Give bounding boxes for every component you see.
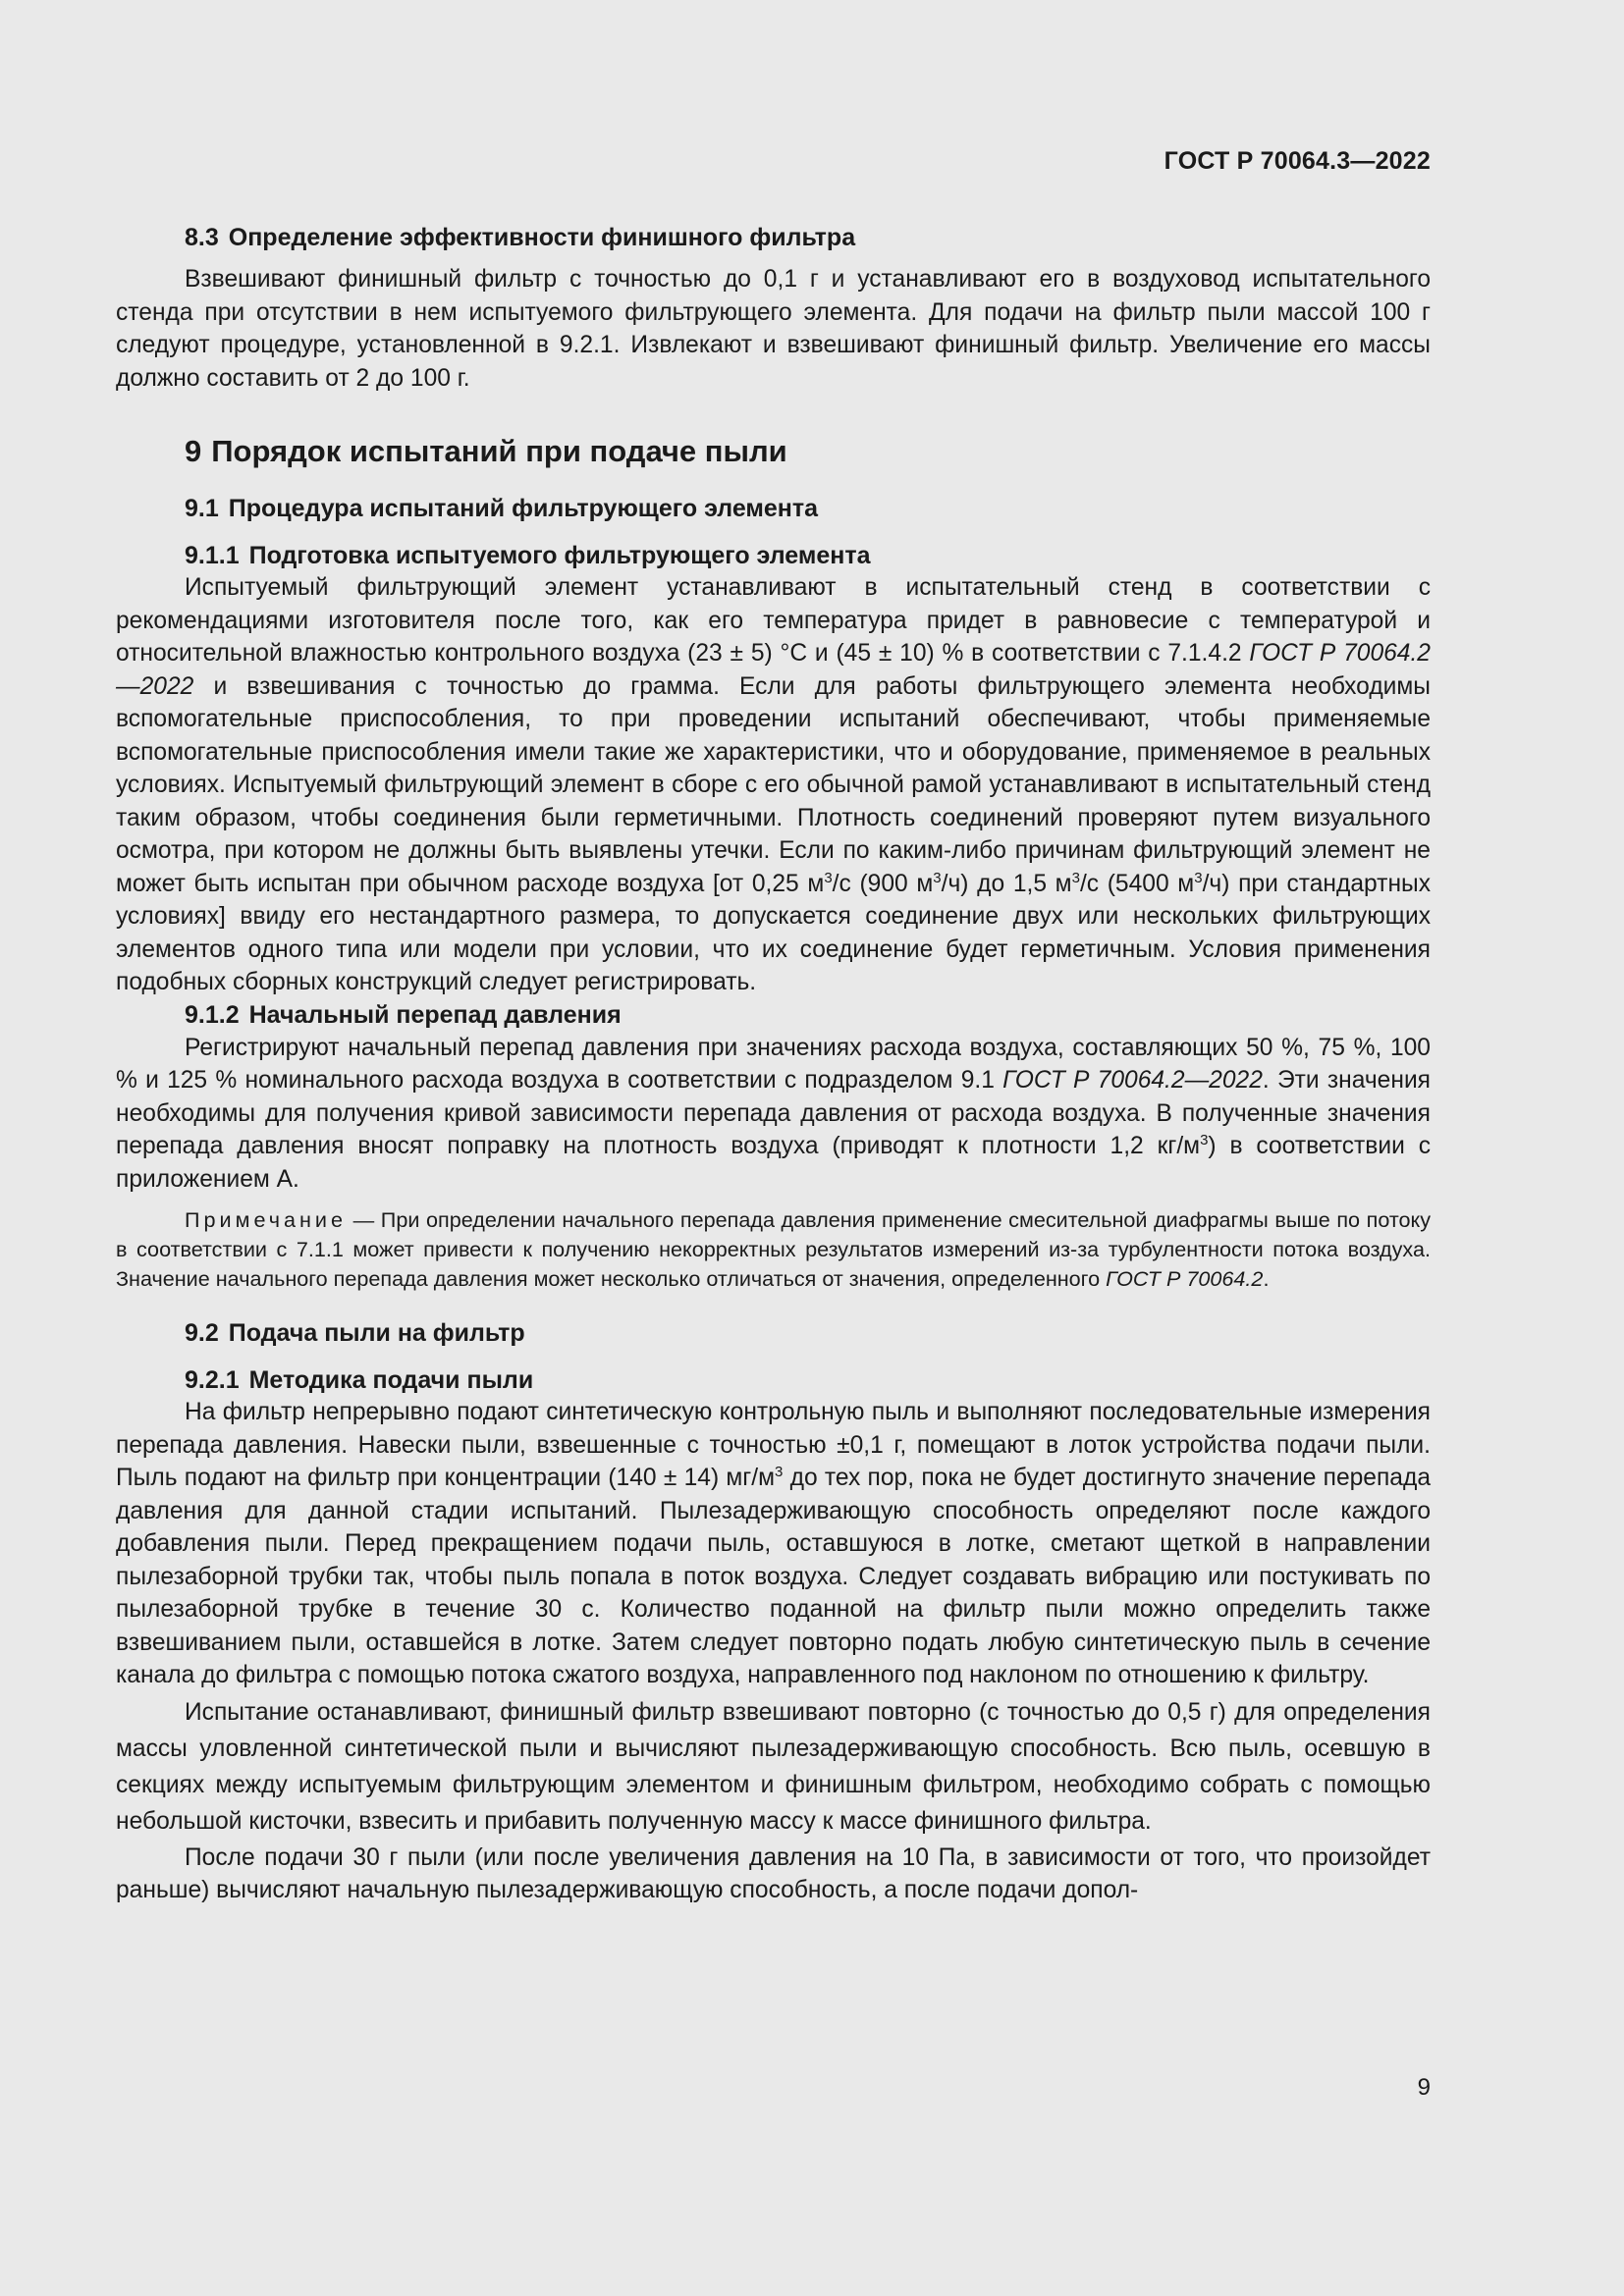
paragraph-9-2-1-third: После подачи 30 г пыли (или после увеличения давления на 10 Па, в зависимости от того, что произойдет раньше) вычисляют начальную пылезадерживающую способность, а после подачи допол- <box>116 1843 1431 1903</box>
heading-title: Определение эффективности финишного фильтра <box>228 224 856 251</box>
text-run: На фильтр непрерывно подают синтетическую контрольную пыль и выполняют последовательные измерения перепада давления. Навески пыли, взвешенные с точностью ±0,1 г, помещают в лоток устройства подачи пыли. Пыль подают на фильтр при концентрации (140 ± 14) мг/м <box>116 1399 1431 1491</box>
note-label: Примечание <box>185 1207 347 1232</box>
paragraph-9-1-1 <box>116 571 1431 999</box>
document-body <box>116 222 1431 1907</box>
superscript: 3 <box>933 869 942 886</box>
standard-reference: ГОСТ Р 70064.2—2022 <box>1002 1067 1263 1094</box>
heading-number: 8.3 <box>185 224 219 251</box>
heading-number: 9.2 <box>185 1319 219 1347</box>
text-run: и взвешивания с точностью до грамма. Если для работы фильтрующего элемента необходимы вспомогательные приспособления, то при проведении испытаний обеспечивают, чтобы применяемые вспомогательные приспособления имели такие же характеристики, что и оборудование, применяемое в реальных условиях. Испытуемый фильтрующий элемент в сборе с его обычной рамой устанавливают в испытательный стенд таким образом, чтобы соединения были герметичными. Плотность соединений проверяют путем визуального осмотра, при котором не должны быть выявлены утечки. Если по каким-либо причинам фильтрующий элемент не может быть испытан при обычном расходе воздуха [от 0,25 м <box>116 672 1431 897</box>
standard-reference: ГОСТ Р 70064.2—2022 <box>116 640 1431 700</box>
document-code-header: ГОСТ Р 70064.3—2022 <box>1164 147 1431 175</box>
paragraph-9-2-1 <box>116 1396 1431 1692</box>
heading-number: 9 <box>185 434 202 468</box>
paragraph-9-1-2 <box>116 1032 1431 1197</box>
heading-title: Порядок испытаний при подаче пыли <box>211 434 787 468</box>
text-run: /ч) до 1,5 м <box>941 870 1072 897</box>
heading-title: Процедура испытаний фильтрующего элемента <box>228 495 819 522</box>
note-text: — При определении начального перепада давления применение смесительной диафрагмы выше по потоку в соответствии с 7.1.1 может привести к получению некорректных результатов измерений из-за турбулентности потока воздуха. Значение начального перепада давления может несколько отличаться от значения, определенного <box>116 1207 1431 1291</box>
text-run: /ч) при стандартных условиях] ввиду его нестандартного размера, то допускается соединение двух или нескольких фильтрующих элементов одного типа или модели при условии, что их соединение будет герметичным. Условия применения подобных сборных конструкций следует регистрировать. <box>116 870 1432 995</box>
heading-9-1 <box>116 493 1431 525</box>
note-end: . <box>1263 1266 1270 1291</box>
paragraph-8-3: Взвешивают финишный фильтр с точностью до 0,1 г и устанавливают его в воздуховод испытательного стенда при отсутствии в нем испытуемого фильтрующего элемента. Для подачи на фильтр пыли массой 100 г следуют процедуре, установленной в 9.2.1. Извлекают и взвешивают финишный фильтр. Увеличение его массы должно составить от 2 до 100 г. <box>116 266 1431 392</box>
superscript: 3 <box>775 1464 784 1480</box>
heading-9-1-2 <box>116 999 1431 1032</box>
superscript: 3 <box>1194 869 1203 886</box>
heading-number: 9.2.1 <box>185 1366 240 1394</box>
heading-number: 9.1.2 <box>185 1000 240 1029</box>
heading-number: 9.1.1 <box>185 542 240 569</box>
text-run: /с (5400 м <box>1079 870 1195 897</box>
text-run: ) в соответствии с приложением А. <box>116 1133 1431 1193</box>
note-paragraph <box>116 1205 1431 1294</box>
heading-9 <box>116 432 1431 471</box>
superscript: 3 <box>1071 869 1080 886</box>
text-run: до тех пор, пока не будет достигнуто значение перепада давления для данной стадии испытаний. Пылезадерживающую способность определяют после каждого добавления пыли. Перед прекращением подачи пыль, оставшуюся в лотке, сметают щеткой в направлении пылезаборной трубки так, чтобы пыль попала в поток воздуха. Следует создавать вибрацию или постукивать по пылезаборной трубке в течение 30 с. Количество поданной на фильтр пыли можно определить также взвешиванием пыли, оставшейся в лотке. Затем следует повторно подать любую синтетическую пыль в сечение канала до фильтра с помощью потока сжатого воздуха, направленного под наклоном по отношению к фильтру. <box>116 1465 1432 1688</box>
heading-8-3 <box>116 222 1431 254</box>
heading-title: Подготовка испытуемого фильтрующего элемента <box>248 542 871 569</box>
heading-number: 9.1 <box>185 495 219 522</box>
superscript: 3 <box>1200 1132 1209 1148</box>
heading-title: Подача пыли на фильтр <box>228 1319 525 1347</box>
text-run: Испытуемый фильтрующий элемент устанавливают в испытательный стенд в соответствии с рекомендациями изготовителя после того, как его температура придет в равновесие с температурой и относительной влажностью контрольного воздуха (23 ± 5) °С и (45 ± 10) % в соответствии с 7.1.4.2 <box>116 574 1431 667</box>
text-run: . Эти значения необходимы для получения кривой зависимости перепада давления от расхода воздуха. В полученные значения перепада давления вносят поправку на плотность воздуха (приводят к плотности 1,2 кг/м <box>116 1067 1431 1159</box>
superscript: 3 <box>824 869 833 886</box>
paragraph-9-2-1-second: Испытание останавливают, финишный фильтр взвешивают повторно (с точностью до 0,5 г) для определения массы уловленной синтетической пыли и вычисляют пылезадерживающую способность. Всю пыль, осевшую в секциях между испытуемым фильтрующим элементом и финишным фильтром, необходимо собрать с помощью небольшой кисточки, взвесить и прибавить полученную массу к массе финишного фильтра. <box>116 1698 1431 1835</box>
heading-title: Методика подачи пыли <box>248 1366 534 1394</box>
text-run: /с (900 м <box>832 870 934 897</box>
heading-9-2-1 <box>116 1364 1431 1397</box>
heading-9-1-1 <box>116 540 1431 572</box>
standard-reference: ГОСТ Р 70064.2 <box>1106 1266 1264 1291</box>
page-number: 9 <box>1417 2074 1431 2101</box>
heading-9-2 <box>116 1317 1431 1350</box>
heading-title: Начальный перепад давления <box>248 1000 622 1029</box>
text-run: Регистрируют начальный перепад давления при значениях расхода воздуха, составляющих 50 %, 75 %, 100 % и 125 % номинального расхода воздуха в соответствии с подразделом 9.1 <box>116 1034 1431 1094</box>
